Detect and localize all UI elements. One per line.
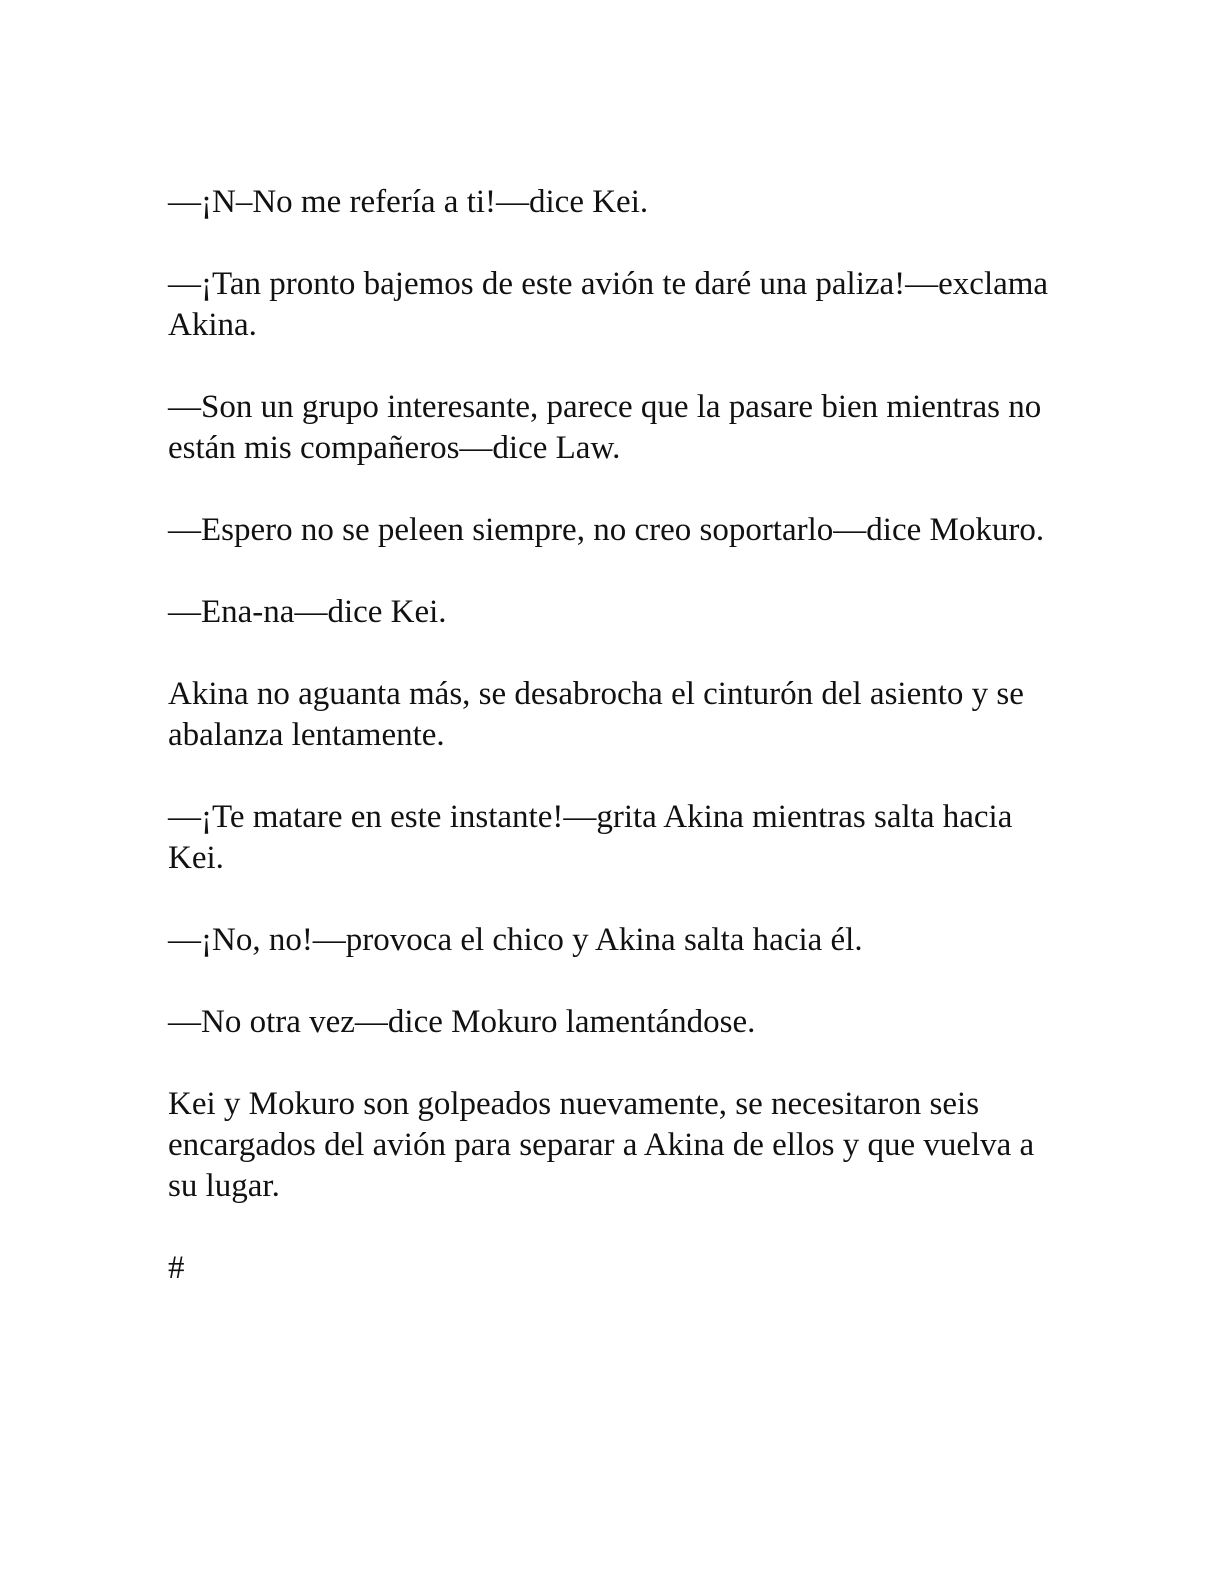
paragraph-4: —Espero no se peleen siempre, no creo soportarlo—dice Mokuro. [168,512,1045,548]
paragraph-5: —Ena-na—dice Kei. [168,594,447,630]
paragraph-9: —No otra vez—dice Mokuro lamentándose. [168,1004,756,1040]
paragraph-6: Akina no aguanta más, se desabrocha el cinturón del asiento y se abalanza lentamente. [168,676,1024,753]
paragraph-1: —¡N–No me refería a ti!—dice Kei. [168,184,649,220]
document-body [168,182,1058,1330]
paragraph-3: —Son un grupo interesante, parece que la pasare bien mientras no están mis compañeros—dice Law. [168,389,1042,466]
paragraph-2: —¡Tan pronto bajemos de este avión te daré una paliza!—exclama Akina. [168,266,1049,343]
paragraph-10: Kei y Mokuro son golpeados nuevamente, se necesitaron seis encargados del avión para separar a Akina de ellos y que vuelva a su lugar. [168,1086,1035,1204]
paragraph-8: —¡No, no!—provoca el chico y Akina salta hacia él. [168,922,863,958]
paragraph-7: —¡Te matare en este instante!—grita Akina mientras salta hacia Kei. [168,799,1013,876]
scene-break: # [168,1250,185,1286]
